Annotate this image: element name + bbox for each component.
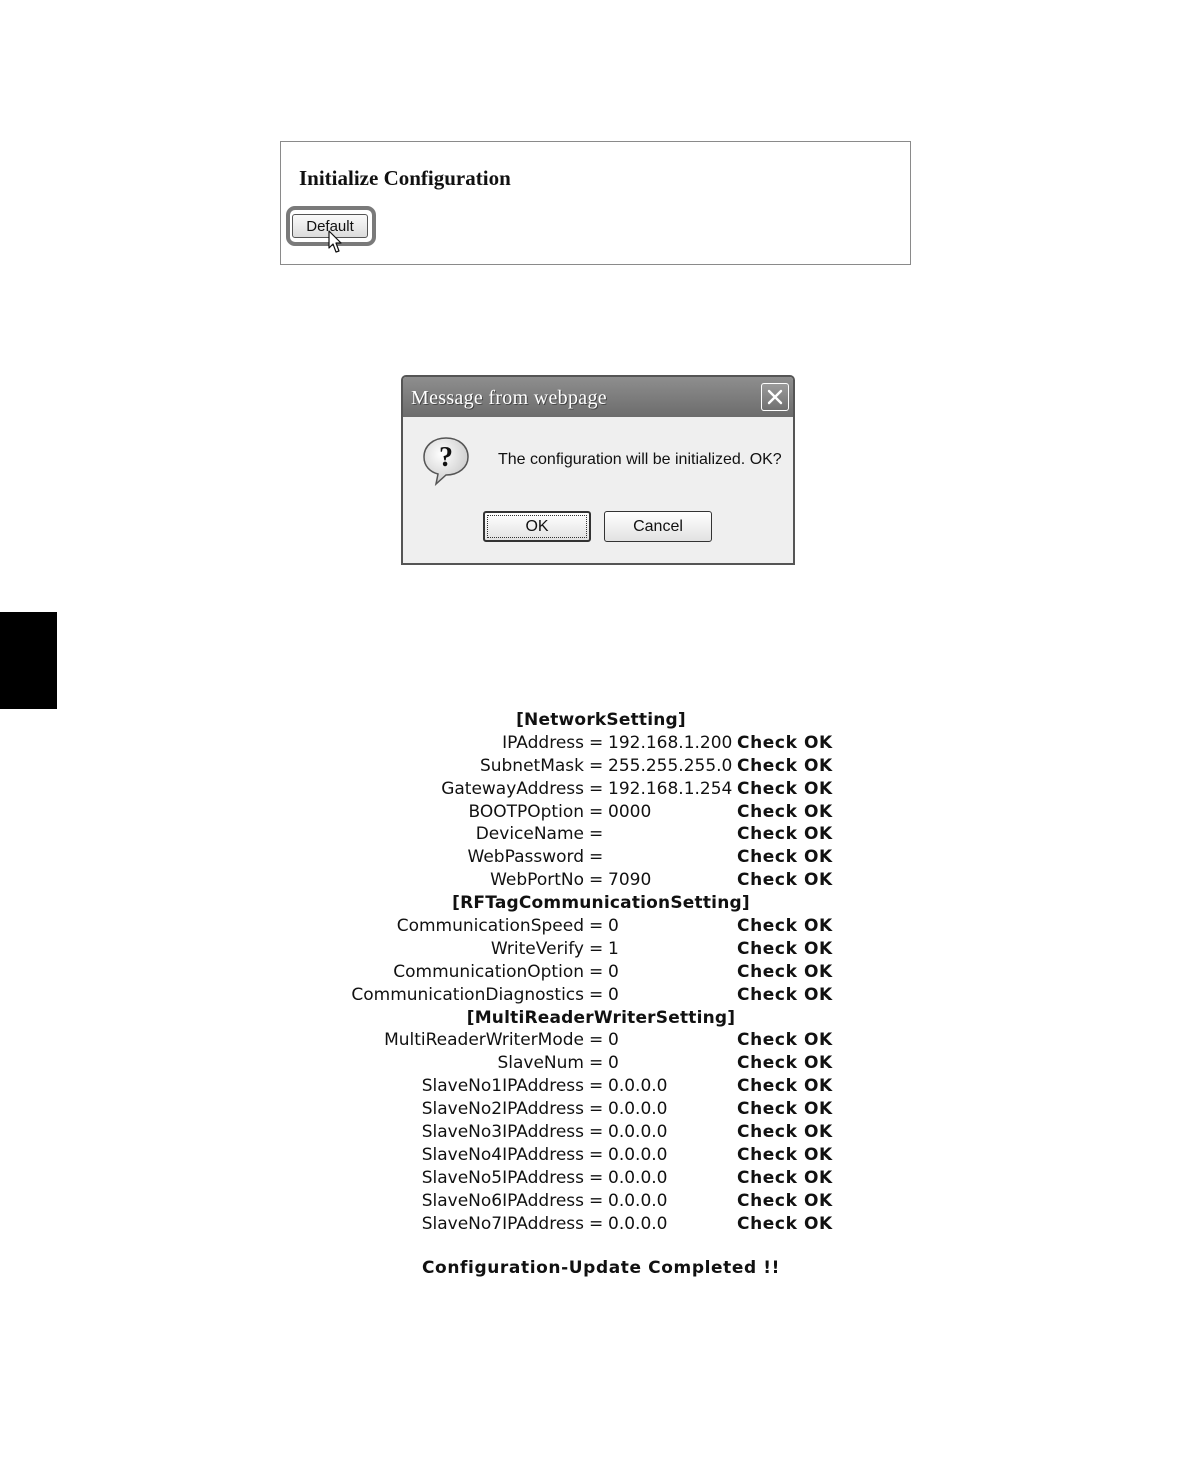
result-row	[0, 1075, 1190, 1098]
equals-sign: =	[589, 824, 604, 845]
svg-text:?: ?	[439, 442, 453, 473]
result-row	[0, 1167, 1190, 1190]
check-status: Check OK	[737, 847, 833, 868]
setting-key: CommunicationOption	[393, 961, 584, 982]
setting-key: WebPassword	[467, 847, 584, 868]
default-button[interactable]: Default	[292, 214, 368, 238]
completion-message: Configuration-Update Completed !!	[421, 1258, 781, 1278]
section-header-network: [NetworkSetting]	[516, 710, 686, 730]
setting-key: SlaveNum	[497, 1053, 584, 1074]
setting-key: SlaveNo5IPAddress	[421, 1167, 584, 1188]
equals-sign: =	[589, 1053, 604, 1074]
equals-sign: =	[589, 1099, 604, 1120]
setting-key: WriteVerify	[490, 938, 584, 959]
setting-key: SlaveNo1IPAddress	[421, 1076, 584, 1097]
result-row	[0, 846, 1190, 869]
setting-value: 0.0.0.0	[608, 1099, 668, 1120]
equals-sign: =	[589, 1213, 604, 1234]
setting-value: 0.0.0.0	[608, 1167, 668, 1188]
setting-key: SlaveNo6IPAddress	[421, 1190, 584, 1211]
setting-value: 192.168.1.200	[608, 732, 733, 753]
check-status: Check OK	[737, 1190, 833, 1211]
setting-value: 0.0.0.0	[608, 1190, 668, 1211]
equals-sign: =	[589, 1190, 604, 1211]
setting-value: 0.0.0.0	[608, 1122, 668, 1143]
equals-sign: =	[589, 732, 604, 753]
check-status: Check OK	[737, 732, 833, 753]
section-header-multi-reader-writer: [MultiReaderWriterSetting]	[466, 1007, 736, 1028]
configuration-results	[0, 709, 1190, 1235]
result-row	[0, 1029, 1190, 1052]
check-status: Check OK	[737, 1030, 833, 1051]
check-status: Check OK	[737, 755, 833, 776]
equals-sign: =	[589, 1122, 604, 1143]
setting-value: 192.168.1.254	[608, 778, 733, 799]
panel-title: Initialize Configuration	[299, 166, 511, 190]
setting-value: 0	[608, 1053, 619, 1074]
setting-value: 0.0.0.0	[608, 1144, 668, 1165]
initialize-configuration-panel	[280, 141, 911, 265]
setting-value: 7090	[608, 870, 652, 891]
setting-value: 0000	[608, 801, 652, 822]
equals-sign: =	[589, 984, 604, 1005]
check-status: Check OK	[737, 916, 833, 937]
mouse-pointer-icon	[328, 230, 342, 254]
result-row	[0, 1098, 1190, 1121]
equals-sign: =	[589, 801, 604, 822]
check-status: Check OK	[737, 778, 833, 799]
close-button[interactable]	[761, 383, 789, 411]
equals-sign: =	[589, 1076, 604, 1097]
setting-value: 0	[608, 1030, 619, 1051]
equals-sign: =	[589, 755, 604, 776]
equals-sign: =	[589, 916, 604, 937]
equals-sign: =	[589, 1030, 604, 1051]
setting-value: 0	[608, 961, 619, 982]
setting-key: SlaveNo7IPAddress	[421, 1213, 584, 1234]
equals-sign: =	[589, 1167, 604, 1188]
result-row	[0, 1121, 1190, 1144]
equals-sign: =	[589, 1144, 604, 1165]
result-row	[0, 801, 1190, 824]
check-status: Check OK	[737, 1122, 833, 1143]
setting-key: CommunicationSpeed	[396, 916, 584, 937]
result-row	[0, 938, 1190, 961]
check-status: Check OK	[737, 1099, 833, 1120]
check-status: Check OK	[737, 1053, 833, 1074]
check-status: Check OK	[737, 961, 833, 982]
setting-value: 1	[608, 938, 619, 959]
result-row	[0, 915, 1190, 938]
result-row	[0, 1144, 1190, 1167]
equals-sign: =	[589, 870, 604, 891]
setting-value: 0	[608, 984, 619, 1005]
setting-key: CommunicationDiagnostics	[351, 984, 584, 1005]
setting-key: BOOTPOption	[468, 801, 584, 822]
result-row	[0, 1190, 1190, 1213]
check-status: Check OK	[737, 801, 833, 822]
setting-key: SlaveNo2IPAddress	[421, 1099, 584, 1120]
check-status: Check OK	[737, 870, 833, 891]
setting-value: 0.0.0.0	[608, 1076, 668, 1097]
result-row	[0, 1052, 1190, 1075]
check-status: Check OK	[737, 1144, 833, 1165]
setting-value: 0	[608, 916, 619, 937]
cancel-button[interactable]: Cancel	[604, 511, 712, 542]
check-status: Check OK	[737, 1076, 833, 1097]
setting-key: DeviceName	[475, 824, 584, 845]
question-icon	[420, 434, 472, 486]
result-row	[0, 1213, 1190, 1236]
result-row	[0, 823, 1190, 846]
equals-sign: =	[589, 938, 604, 959]
check-status: Check OK	[737, 938, 833, 959]
dialog-title: Message from webpage	[411, 387, 607, 409]
setting-key: SlaveNo4IPAddress	[421, 1144, 584, 1165]
ok-button[interactable]: OK	[483, 511, 591, 542]
dialog-titlebar	[403, 377, 793, 417]
result-row	[0, 778, 1190, 801]
check-status: Check OK	[737, 1167, 833, 1188]
dialog-message: The configuration will be initialized. OK?	[498, 451, 782, 468]
result-row	[0, 961, 1190, 984]
setting-value: 0.0.0.0	[608, 1213, 668, 1234]
section-header-rftag: [RFTagCommunicationSetting]	[452, 893, 750, 914]
setting-key: IPAddress	[502, 732, 584, 753]
equals-sign: =	[589, 847, 604, 868]
setting-key: MultiReaderWriterMode	[384, 1030, 584, 1051]
result-row	[0, 755, 1190, 778]
equals-sign: =	[589, 778, 604, 799]
check-status: Check OK	[737, 1213, 833, 1234]
check-status: Check OK	[737, 824, 833, 845]
result-row	[0, 732, 1190, 755]
setting-key: SubnetMask	[479, 755, 584, 776]
equals-sign: =	[589, 961, 604, 982]
confirm-dialog	[401, 375, 795, 565]
setting-key: WebPortNo	[490, 870, 584, 891]
setting-key: SlaveNo3IPAddress	[421, 1122, 584, 1143]
setting-value: 255.255.255.0	[608, 755, 733, 776]
close-icon	[766, 388, 784, 406]
result-row	[0, 984, 1190, 1007]
result-row	[0, 869, 1190, 892]
check-status: Check OK	[737, 984, 833, 1005]
chapter-tab	[0, 612, 57, 709]
setting-key: GatewayAddress	[441, 778, 584, 799]
